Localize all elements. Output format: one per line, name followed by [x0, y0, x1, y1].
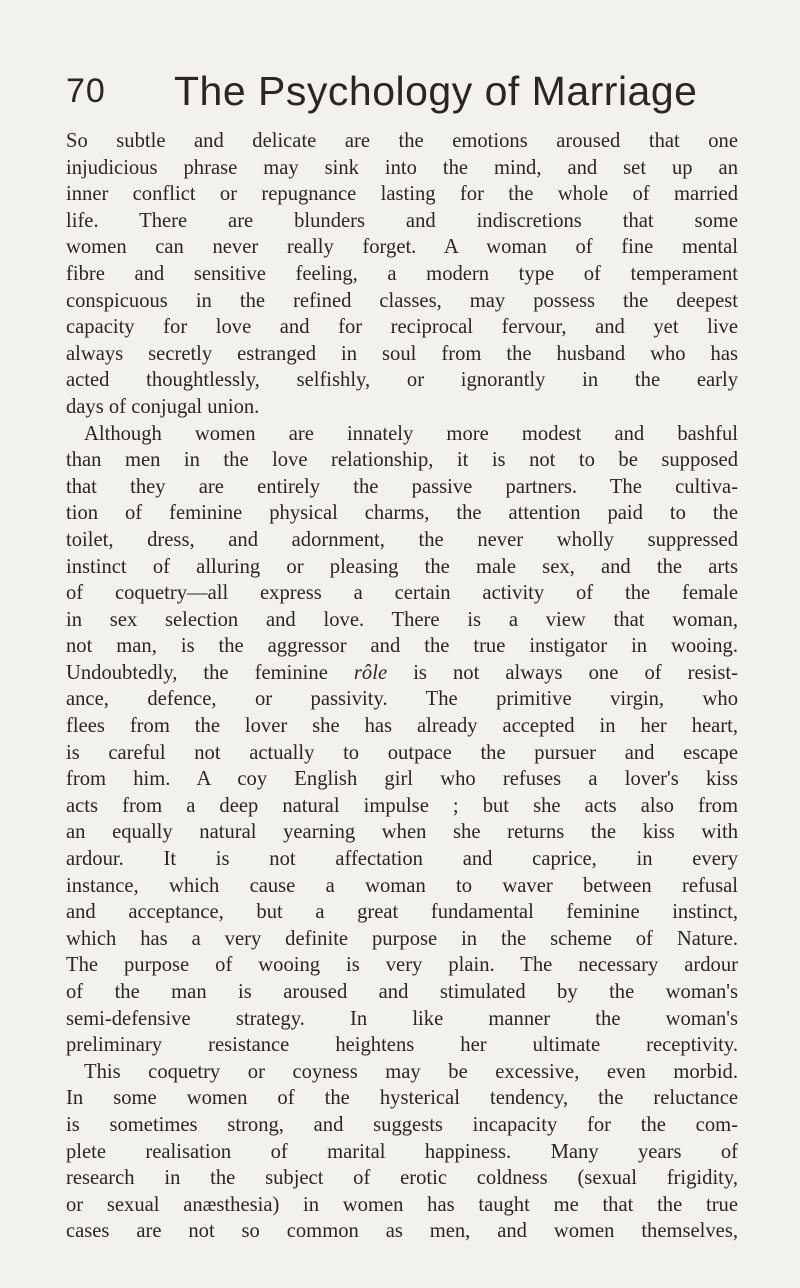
text-line: an equally natural yearning when she returns the kiss with	[66, 821, 738, 844]
text-line: from him. A coy English girl who refuses a lover's kiss	[66, 768, 738, 791]
text-line: not man, is the aggressor and the true instigator in wooing.	[66, 635, 738, 658]
text-line: This coquetry or coyness may be excessive, even morbid.	[84, 1060, 738, 1083]
page-number: 70	[66, 72, 106, 110]
text-line	[66, 660, 738, 687]
text-line: semi-defensive strategy. In like manner the woman's	[66, 1007, 738, 1030]
text-line: days of conjugal union.	[66, 395, 260, 418]
text-line: conspicuous in the refined classes, may possess the deepest	[66, 289, 738, 312]
text-line: is careful not actually to outpace the pursuer and escape	[66, 741, 738, 764]
text-line: fibre and sensitive feeling, a modern type of temperament	[66, 262, 738, 285]
text-line: tion of feminine physical charms, the attention paid to the	[66, 502, 738, 525]
text-line: injudicious phrase may sink into the mind, and set up an	[66, 156, 738, 179]
text-segment: Undoubtedly, the feminine	[66, 661, 328, 684]
text-line: of coquetry—all express a certain activity of the female	[66, 582, 738, 605]
text-line: acts from a deep natural impulse ; but she acts also from	[66, 794, 738, 817]
text-line: always secretly estranged in soul from the husband who has	[66, 342, 738, 365]
text-line: instinct of alluring or pleasing the male sex, and the arts	[66, 555, 738, 578]
text-line: is sometimes strong, and suggests incapacity for the com-	[66, 1113, 738, 1136]
text-line: Although women are innately more modest and bashful	[84, 422, 738, 445]
italic-word: rôle	[353, 661, 388, 684]
text-line: acted thoughtlessly, selfishly, or ignorantly in the early	[66, 369, 738, 392]
text-segment: is not always one of resist-	[413, 661, 738, 684]
text-line: which has a very definite purpose in the scheme of Nature.	[66, 927, 738, 950]
text-line: life. There are blunders and indiscretions that some	[66, 209, 738, 232]
text-line: flees from the lover she has already accepted in her heart,	[66, 715, 738, 738]
text-line: So subtle and delicate are the emotions aroused that one	[66, 130, 738, 152]
text-line: ardour. It is not affectation and caprice, in every	[66, 848, 738, 871]
text-line: plete realisation of marital happiness. Many years of	[66, 1140, 738, 1163]
text-line: in sex selection and love. There is a view that woman,	[66, 608, 738, 631]
text-line: In some women of the hysterical tendency, the reluctance	[66, 1087, 738, 1110]
text-line: research in the subject of erotic coldness (sexual frigidity,	[66, 1167, 738, 1190]
text-line: cases are not so common as men, and women themselves,	[66, 1220, 738, 1243]
text-line: and acceptance, but a great fundamental feminine instinct,	[66, 901, 738, 924]
text-line: women can never really forget. A woman of fine mental	[66, 236, 738, 259]
text-line: ance, defence, or passivity. The primitive virgin, who	[66, 688, 738, 711]
text-line: of the man is aroused and stimulated by the woman's	[66, 981, 738, 1003]
text-line: inner conflict or repugnance lasting for the whole of married	[66, 183, 738, 206]
body-text	[66, 128, 738, 1245]
text-line: The purpose of wooing is very plain. The necessary ardour	[66, 954, 738, 977]
text-line: than men in the love relationship, it is not to be supposed	[66, 449, 738, 472]
text-line: or sexual anæsthesia) in women has taught me that the true	[66, 1193, 738, 1216]
text-line: preliminary resistance heightens her ultimate receptivity.	[66, 1034, 738, 1057]
page-header	[66, 64, 746, 124]
running-title: The Psychology of Marriage	[174, 68, 698, 114]
text-line: instance, which cause a woman to waver between refusal	[66, 874, 738, 897]
text-line: toilet, dress, and adornment, the never wholly suppressed	[66, 528, 738, 551]
text-line: capacity for love and for reciprocal fervour, and yet live	[66, 316, 738, 339]
text-line: that they are entirely the passive partners. The cultiva-	[66, 475, 738, 498]
